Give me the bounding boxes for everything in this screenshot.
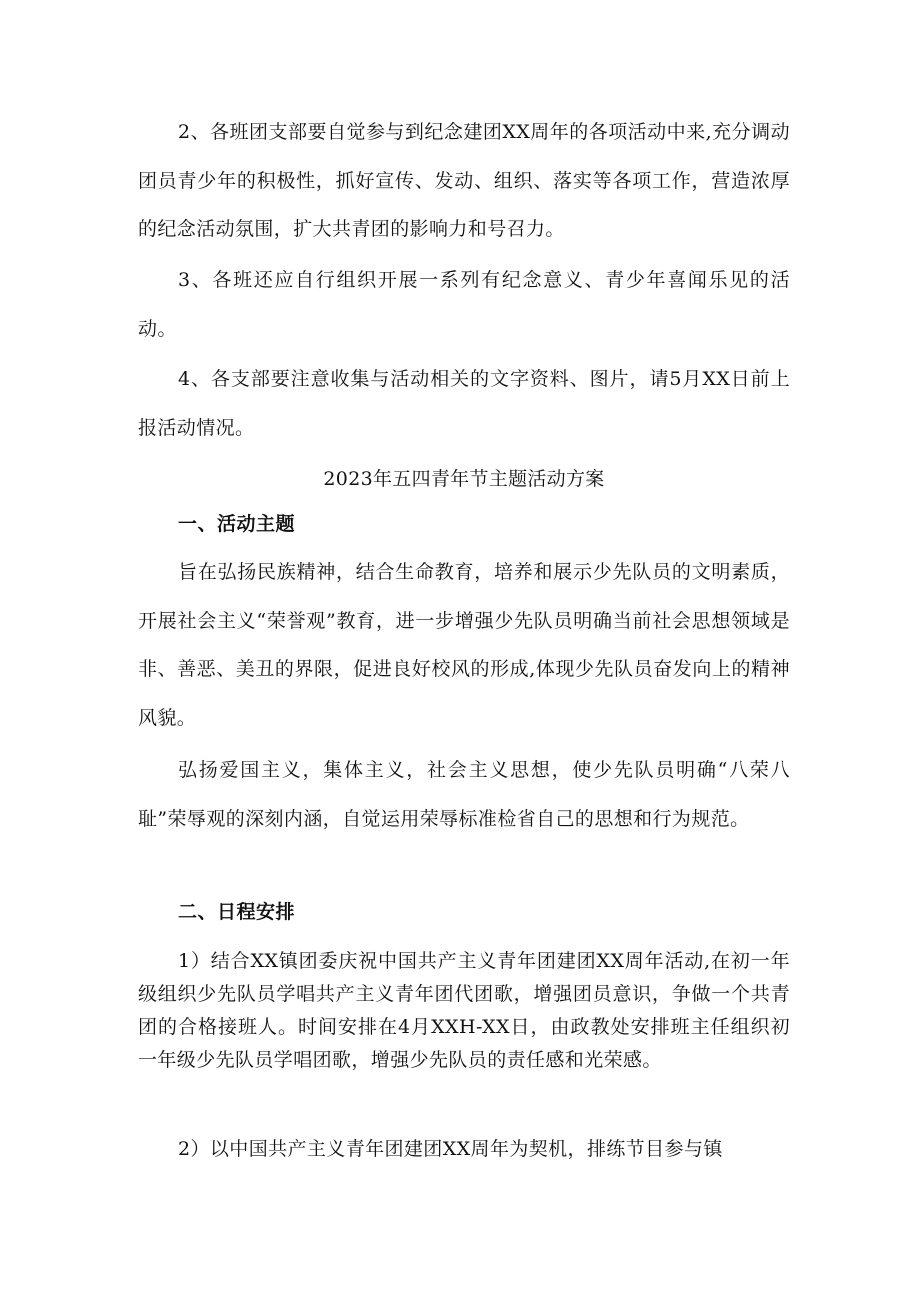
- section-heading-2: [138, 897, 790, 927]
- paragraph-text: 1）结合XX镇团委庆祝中国共产主义青年团建团XX周年活动,在初一年级组织少先队员学唱共产主义青年团代团歌，增强团员意识，争做一个共青团的合格接班人。时间安排在4月XXH-XX日，由政教处安排班主任组织初一年级少先队员学唱团歌，增强少先队员的责任感和光荣感。: [138, 950, 790, 1071]
- section-1-paragraph-a: [138, 548, 790, 742]
- schedule-item-1: [138, 945, 790, 1077]
- section-heading: 二、日程安排: [178, 901, 296, 923]
- paragraph-text: 2、各班团支部要自觉参与到纪念建团XX周年的各项活动中来,充分调动团员青少年的积极性，抓好宣传、发动、组织、落实等各项工作，营造浓厚的纪念活动氛围，扩大共青团的影响力和号召力。: [138, 121, 790, 240]
- paragraph-item-3: [138, 256, 790, 353]
- paragraph-text: 2）以中国共产主义青年团建团XX周年为契机，排练节目参与镇: [178, 1138, 723, 1160]
- section-heading: 一、活动主题: [178, 513, 296, 535]
- paragraph-text: 弘扬爱国主义，集体主义，社会主义思想，使少先队员明确“八荣八耻”荣辱观的深刻内涵，自觉运用荣辱标准检省自己的思想和行为规范。: [138, 759, 790, 830]
- paragraph-item-2: [138, 108, 790, 254]
- document-title: 2023年五四青年节主题活动方案: [323, 468, 605, 490]
- schedule-item-2: [138, 1125, 790, 1174]
- document-title-block: [138, 464, 790, 494]
- paragraph-text: 旨在弘扬民族精神，结合生命教育，培养和展示少先队员的文明素质，开展社会主义“荣誉观”教育，进一步增强少先队员明确当前社会思想领域是非、善恶、美丑的界限，促进良好校风的形成,体现少先队员奋发向上的精神风貌。: [138, 561, 790, 729]
- section-heading-1: [138, 509, 790, 539]
- paragraph-text: 4、各支部要注意收集与活动相关的文字资料、图片，请5月XX日前上报活动情况。: [138, 368, 790, 439]
- section-1-paragraph-b: [138, 746, 790, 843]
- paragraph-text: 3、各班还应自行组织开展一系列有纪念意义、青少年喜闻乐见的活动。: [138, 269, 790, 340]
- paragraph-item-4: [138, 355, 790, 452]
